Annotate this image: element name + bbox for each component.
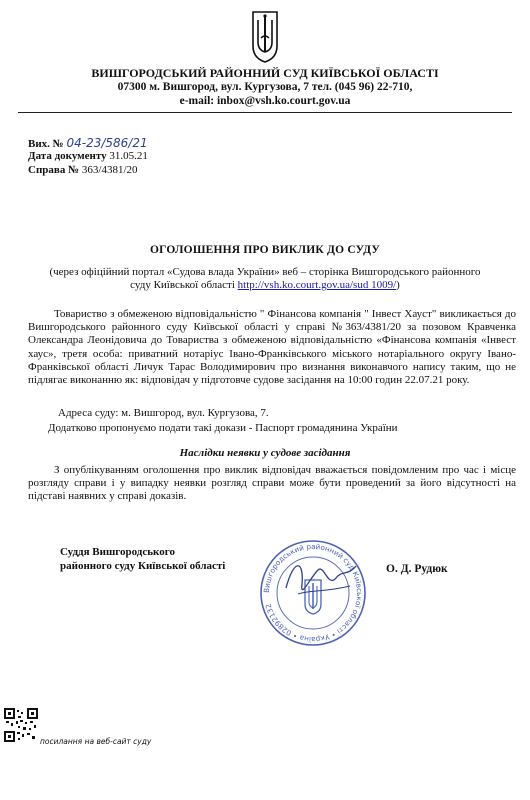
header-divider	[18, 112, 512, 113]
coat-of-arms-icon	[250, 8, 280, 64]
case-label: Справа №	[28, 164, 80, 176]
judge-title	[60, 545, 260, 573]
qr-code[interactable]	[4, 708, 38, 742]
announcement-subtitle	[40, 266, 490, 292]
court-address-line: Адреса суду: м. Вишгород, вул. Кургузова, 7.	[58, 407, 269, 419]
date-value: 31.05.21	[109, 150, 148, 162]
judge-title-line2: районного суду Київської області	[60, 560, 226, 572]
case-number	[28, 164, 138, 176]
qr-caption: посилання на веб-сайт суду	[40, 737, 152, 746]
outgoing-number	[28, 136, 148, 150]
court-email: e-mail: inbox@vsh.ko.court.gov.ua	[179, 95, 351, 107]
evidence-line: Додатково пропонуємо подати такі докази - Паспорт громадянина України	[48, 422, 398, 434]
seal-text: Вишгородський районний суд Київської області • Україна • 02892132	[261, 541, 365, 645]
outgoing-value: 04-23/586/21	[66, 136, 148, 150]
announcement-title: ОГОЛОШЕННЯ ПРО ВИКЛИК ДО СУДУ	[149, 244, 381, 256]
consequences-title: Наслідки неявки у судове засідання	[179, 447, 351, 459]
outgoing-label: Вих. №	[28, 138, 64, 150]
judge-signature	[280, 548, 360, 608]
subtitle-text: (через офіційний портал «Судова влада України» веб – сторінка Вишгородського районного суду Київської області	[49, 266, 481, 291]
court-address: 07300 м. Вишгород, вул. Кургузова, 7 тел. (045 96) 22-710,	[117, 81, 413, 93]
announcement-body: Товариство з обмеженою відповідальністю " Фінансова компанія " Інвест Хауст" викликається до Вишгородського районного суду Київської області у справі №363/4381/20 за позовом Кравченка Олександра Леонідовича до Товариства з обмеженою відповідальністю «Фінансова компанія «Інвест хаус», третя особа: приватний нотаріус Івано-Франківського міського нотаріального округу Івано-Франківської області Личук Тарас Володимирович про визнання виконавчого напису таким, що не підлягає виконанню як: відповідач у підготовче судове засідання на 10:00 годин 22.07.21 року.	[28, 308, 516, 387]
case-value: 363/4381/20	[81, 164, 138, 176]
document-date	[28, 150, 148, 162]
judge-name: О. Д. Рудюк	[386, 563, 448, 575]
date-label: Дата документу	[28, 150, 107, 162]
court-name: ВИШГОРОДСЬКИЙ РАЙОННИЙ СУД КИЇВСЬКОЇ ОБЛАСТІ	[91, 66, 439, 80]
subtitle-close: )	[396, 279, 400, 291]
court-website-link[interactable]: http://vsh.ko.court.gov.ua/sud 1009/	[237, 279, 397, 291]
judge-title-line1: Суддя Вишгородського	[60, 546, 175, 558]
consequences-body: З опублікуванням оголошення про виклик відповідач вважається повідомленим про час і місце розгляду справи і у випадку неявки розгляд справи може бути проведений за його відсутності на підставі наявних у справі доказів.	[28, 464, 516, 503]
